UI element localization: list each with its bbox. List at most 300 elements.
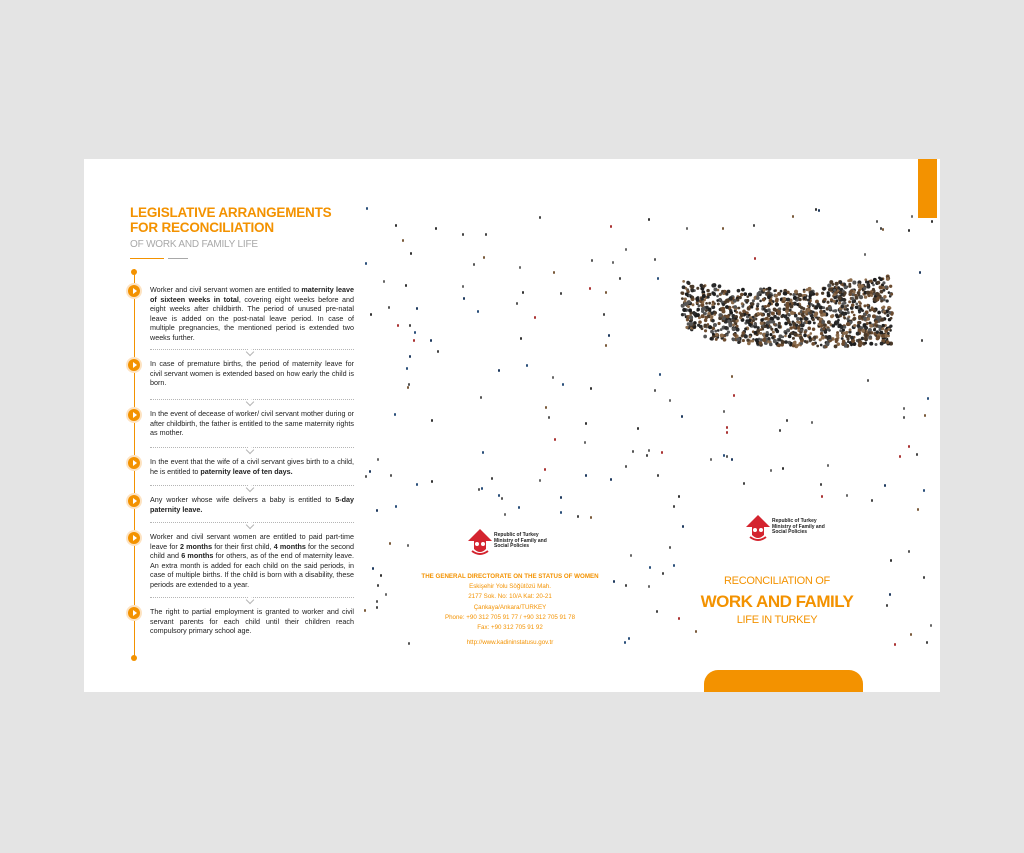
person-figure [682,525,684,528]
map-crowd-dot [881,334,885,338]
ministry-emblem-icon [744,511,772,545]
map-crowd-dot [809,332,812,335]
map-crowd-dot [820,332,823,335]
map-crowd-dot [701,310,704,313]
map-crowd-dot [800,329,803,332]
person-figure [526,364,528,367]
map-crowd-dot [885,299,888,302]
person-figure [911,215,913,218]
map-crowd-dot [736,325,739,328]
map-crowd-dot [838,324,841,327]
map-crowd-dot [742,339,745,342]
map-crowd-dot [849,328,852,331]
map-crowd-dot [750,305,753,308]
person-figure [625,465,627,468]
map-crowd-dot [812,318,815,321]
map-crowd-dot [879,328,882,331]
map-crowd-dot [799,336,803,340]
map-crowd-dot [710,315,714,319]
map-crowd-dot [713,288,717,292]
map-crowd-dot [784,332,787,335]
map-crowd-dot [691,296,694,299]
map-crowd-dot [702,294,706,298]
map-crowd-dot [851,297,854,300]
map-crowd-dot [778,325,781,328]
map-crowd-dot [685,292,689,296]
map-crowd-dot [819,320,822,323]
person-figure [921,339,923,342]
map-crowd-dot [687,305,690,308]
legislation-item-text: Any worker whose wife delivers a baby is entitled to 5-day paternity leave. [150,495,354,514]
map-crowd-dot [852,281,856,285]
map-crowd-dot [796,317,800,321]
map-crowd-dot [807,298,810,301]
map-crowd-dot [805,298,808,301]
person-figure [462,285,464,288]
map-crowd-dot [689,315,693,319]
map-crowd-dot [790,311,794,315]
person-figure [380,574,382,577]
map-crowd-dot [886,314,889,317]
map-crowd-dot [752,316,755,319]
map-crowd-dot [714,311,717,314]
contact-fax: Fax: +90 312 705 91 92 [477,624,543,632]
item-divider [150,399,354,400]
map-crowd-dot [825,342,829,346]
map-crowd-dot [864,342,867,345]
contact-website-link[interactable]: http://www.kadininstatusu.gov.tr [466,639,554,647]
map-crowd-dot [810,303,813,306]
map-crowd-dot [842,332,845,335]
map-crowd-dot [777,343,781,347]
map-crowd-dot [813,321,816,324]
contact-phone: Phone: +90 312 705 91 77 / +90 312 705 91 78 [444,613,576,621]
map-crowd-dot [843,283,846,286]
map-crowd-dot [752,319,755,322]
map-crowd-dot [863,287,866,290]
map-crowd-dot [877,311,881,315]
map-crowd-dot [855,306,858,309]
map-crowd-dot [835,340,838,343]
map-crowd-dot [716,299,719,302]
map-crowd-dot [842,328,845,331]
map-crowd-dot [812,311,815,314]
map-crowd-dot [857,291,860,294]
map-crowd-dot [711,303,714,306]
person-figure [726,431,728,434]
map-crowd-dot [835,282,839,286]
map-crowd-dot [863,304,866,307]
map-crowd-dot [789,344,792,347]
panel-subtitle: OF WORK AND FAMILY LIFE [130,239,258,250]
map-crowd-dot [859,295,863,299]
map-crowd-dot [857,324,861,328]
map-crowd-dot [686,318,689,321]
cover-title-line1: RECONCILIATION OF [724,575,830,587]
map-crowd-dot [836,315,839,318]
map-crowd-dot [762,338,766,342]
person-figure [554,438,556,441]
map-crowd-dot [845,334,849,338]
map-crowd-dot [776,317,780,321]
map-crowd-dot [781,314,784,317]
map-crowd-dot [880,300,883,303]
map-crowd-dot [846,322,850,326]
map-crowd-dot [876,296,880,300]
map-crowd-dot [684,302,688,306]
map-crowd-dot [789,293,792,296]
map-crowd-dot [801,324,805,328]
person-figure [827,464,829,467]
map-crowd-dot [790,332,793,335]
map-crowd-dot [837,289,840,292]
person-figure [485,233,487,236]
person-figure [522,291,524,294]
map-crowd-dot [879,277,883,281]
map-crowd-dot [751,339,754,342]
map-crowd-dot [847,311,850,314]
map-crowd-dot [833,293,836,296]
map-crowd-dot [733,333,736,336]
item-divider [150,349,354,350]
map-crowd-dot [867,314,871,318]
map-crowd-dot [858,329,861,332]
map-crowd-dot [846,317,849,320]
map-crowd-dot [774,294,778,298]
map-crowd-dot [708,302,711,305]
legislation-item-text: In the event that the wife of a civil servant gives birth to a child, he is entitled to paternity leave of ten days. [150,457,354,476]
person-figure [416,483,418,486]
person-figure [625,248,627,251]
map-crowd-dot [715,333,719,337]
title-underline-grey [168,258,188,259]
map-crowd-dot [821,292,824,295]
map-crowd-dot [703,324,706,327]
map-crowd-dot [759,341,763,345]
map-crowd-dot [726,334,729,337]
map-crowd-dot [773,339,777,343]
person-figure [916,453,918,456]
map-crowd-dot [861,329,865,333]
map-crowd-dot [780,290,783,293]
map-crowd-dot [858,321,861,324]
map-crowd-dot [800,342,803,345]
map-crowd-dot [740,313,744,317]
person-figure [364,609,366,612]
map-crowd-dot [769,343,773,347]
map-crowd-dot [812,328,815,331]
person-figure [590,516,592,519]
play-bullet-icon [128,359,140,371]
map-crowd-dot [872,314,876,318]
map-crowd-dot [822,313,826,317]
map-crowd-dot [737,341,740,344]
map-crowd-dot [691,303,694,306]
map-crowd-dot [763,289,766,292]
map-crowd-dot [739,296,742,299]
map-crowd-dot [740,293,744,297]
person-figure [431,480,433,483]
map-crowd-dot [875,343,878,346]
map-crowd-dot [833,289,836,292]
ministry-logo-text: Republic of Turkey Ministry of Family and Social Policies [494,532,547,550]
map-crowd-dot [718,284,722,288]
map-crowd-dot [867,283,870,286]
person-figure [908,229,910,232]
map-crowd-dot [742,309,746,313]
map-crowd-dot [864,333,868,337]
person-figure [648,449,650,452]
map-crowd-dot [883,295,887,299]
map-crowd-dot [815,292,818,295]
legislation-item-text: In case of premature births, the period of maternity leave for civil servant women is extended based on how early the child is born. [150,359,354,388]
map-crowd-dot [867,317,871,321]
person-figure [654,258,656,261]
map-crowd-dot [713,323,717,327]
map-crowd-dot [884,312,887,315]
map-crowd-dot [736,328,740,332]
person-figure [930,624,932,627]
map-crowd-dot [834,345,838,349]
person-figure [733,394,735,397]
map-crowd-dot [869,342,873,346]
map-crowd-dot [766,288,769,291]
map-crowd-dot [848,293,852,297]
map-crowd-dot [777,310,780,313]
map-crowd-dot [807,308,811,312]
map-crowd-dot [819,310,823,314]
map-crowd-dot [828,306,832,310]
map-crowd-dot [853,324,856,327]
map-crowd-dot [863,317,867,321]
map-crowd-dot [789,323,792,326]
map-crowd-dot [873,328,876,331]
map-crowd-dot [843,317,846,320]
map-crowd-dot [737,289,741,293]
map-crowd-dot [684,298,687,301]
person-figure [407,544,409,547]
map-crowd-dot [749,293,752,296]
map-crowd-dot [890,293,893,296]
person-figure [483,256,485,259]
map-crowd-dot [804,317,808,321]
map-crowd-dot [756,307,759,310]
person-figure [821,495,823,498]
map-crowd-dot [813,335,817,339]
map-crowd-dot [846,308,849,311]
person-figure [498,369,500,372]
map-crowd-dot [835,299,838,302]
map-crowd-dot [880,342,884,346]
ministry-logo [466,525,546,559]
map-crowd-dot [705,309,708,312]
map-crowd-dot [697,308,700,311]
map-crowd-dot [798,293,802,297]
person-figure [890,559,892,562]
map-crowd-dot [741,302,744,305]
map-crowd-dot [872,284,875,287]
map-crowd-dot [877,281,881,285]
person-figure [726,426,728,429]
map-crowd-dot [803,334,807,338]
map-crowd-dot [782,297,786,301]
map-crowd-dot [858,311,861,314]
map-crowd-dot [759,332,762,335]
timeline-end-dot [131,655,137,661]
person-figure [867,379,869,382]
map-crowd-dot [852,317,856,321]
map-crowd-dot [839,310,842,313]
map-crowd-dot [822,306,825,309]
map-crowd-dot [864,337,868,341]
map-crowd-dot [822,328,825,331]
person-figure [539,479,541,482]
map-crowd-dot [720,333,724,337]
map-crowd-dot [872,288,875,291]
map-crowd-dot [816,345,819,348]
map-crowd-dot [882,306,885,309]
map-crowd-dot [876,330,879,333]
ministry-logo-cover [744,511,824,545]
map-crowd-dot [884,285,887,288]
map-crowd-dot [788,335,792,339]
map-crowd-dot [807,327,811,331]
map-crowd-dot [766,325,769,328]
map-crowd-dot [786,298,790,302]
map-crowd-dot [848,283,851,286]
map-crowd-dot [851,311,854,314]
person-figure [407,386,409,389]
person-figure [463,297,465,300]
map-crowd-dot [723,338,726,341]
map-crowd-dot [804,331,807,334]
map-crowd-dot [879,331,883,335]
map-crowd-dot [833,300,836,303]
map-crowd-dot [717,302,720,305]
person-figure [365,262,367,265]
person-figure [406,367,408,370]
legislation-item-text: The right to partial employment is granted to worker and civil servant parents for each child until their children reach compulsory primary school age. [150,607,354,636]
legislation-item-text: Worker and civil servant women are entitled to maternity leave of sixteen weeks in total, covering eight weeks before and eight weeks after childbirth. The period of unused pre-natal leave is added on the post-natal leave period. In case of multiple pregnancies, the mentioned period is extended two weeks further. [150,285,354,342]
map-crowd-dot [762,298,766,302]
map-crowd-dot [709,337,712,340]
contact-heading: THE GENERAL DIRECTORATE ON THE STATUS OF WOMEN [421,573,599,580]
play-bullet-icon [128,495,140,507]
map-crowd-dot [760,318,764,322]
map-crowd-dot [856,332,860,336]
map-crowd-dot [851,303,855,307]
map-crowd-dot [785,309,789,313]
map-crowd-dot [886,277,890,281]
map-crowd-dot [757,326,760,329]
map-crowd-dot [741,288,745,292]
map-crowd-dot [786,302,790,306]
person-figure [731,458,733,461]
person-figure [619,277,621,280]
map-crowd-dot [793,296,797,300]
map-crowd-dot [756,296,760,300]
map-crowd-dot [754,323,757,326]
map-crowd-dot [708,308,712,312]
map-crowd-dot [882,289,885,292]
item-divider [150,597,354,598]
map-crowd-dot [748,314,751,317]
map-crowd-dot [767,296,770,299]
map-crowd-dot [805,340,808,343]
map-crowd-dot [757,312,760,315]
map-crowd-dot [850,289,853,292]
map-crowd-dot [769,333,772,336]
map-crowd-dot [746,299,749,302]
map-crowd-dot [784,335,787,338]
map-crowd-dot [838,301,841,304]
person-figure [585,474,587,477]
map-crowd-dot [848,300,851,303]
person-figure [723,454,725,457]
map-crowd-dot [702,285,705,288]
map-crowd-dot [765,334,768,337]
map-crowd-dot [741,305,744,308]
map-crowd-dot [865,281,868,284]
ministry-emblem-icon [466,525,494,559]
map-crowd-dot [882,324,885,327]
map-crowd-dot [771,336,774,339]
play-bullet-icon [128,532,140,544]
map-crowd-dot [774,309,777,312]
map-crowd-dot [821,336,825,340]
map-crowd-dot [777,312,781,316]
map-crowd-dot [741,331,745,335]
map-crowd-dot [744,334,748,338]
legislation-item-text: Worker and civil servant women are entitled to paid part-time leave for 2 months for their first child, 4 months for the second child and 6 months for others, as of the end of maternity leave. An extra month is added for each child on the said periods, in case of multiple births. If the child is born with a disability, these periods are extended to a year. [150,532,354,589]
map-crowd-dot [746,338,750,342]
map-crowd-dot [735,317,738,320]
map-crowd-dot [809,290,813,294]
map-crowd-dot [717,322,720,325]
map-crowd-dot [837,319,840,322]
timeline-start-dot [131,269,137,275]
person-figure [899,455,901,458]
map-crowd-dot [775,298,779,302]
map-crowd-dot [729,324,733,328]
map-crowd-dot [889,285,892,288]
map-crowd-dot [847,279,850,282]
map-crowd-dot [827,328,830,331]
person-figure [395,505,397,508]
person-figure [385,593,387,596]
map-crowd-dot [722,303,725,306]
map-crowd-dot [715,338,718,341]
map-crowd-dot [761,313,764,316]
legislative-panel [84,159,374,692]
map-crowd-dot [800,318,803,321]
person-figure [462,233,464,236]
map-crowd-dot [839,280,843,284]
map-crowd-dot [851,339,855,343]
map-crowd-dot [770,328,773,331]
map-crowd-dot [886,340,890,344]
person-figure [753,224,755,227]
panel-title: LEGISLATIVE ARRANGEMENTS FOR RECONCILIATION [130,205,332,235]
map-crowd-dot [725,293,728,296]
map-crowd-dot [881,327,884,330]
map-crowd-dot [816,303,820,307]
map-crowd-dot [685,326,688,329]
map-crowd-dot [787,313,790,316]
map-crowd-dot [826,336,829,339]
legislation-item-text: In the event of decease of worker/ civil servant mother during or after childbirth, the father is entitled to the same maternity rights as mother. [150,409,354,438]
map-crowd-dot [726,315,730,319]
